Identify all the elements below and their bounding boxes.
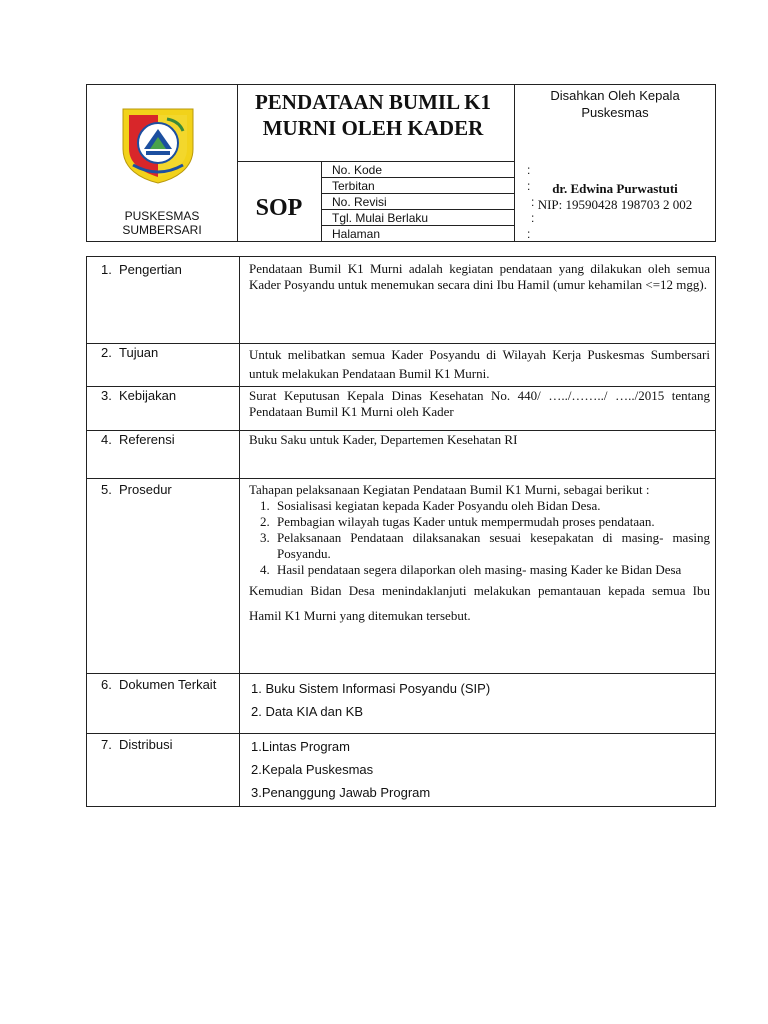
header-table [86, 84, 716, 242]
signer-name: dr. Edwina Purwastuti [552, 181, 678, 196]
prosedur-intro: Tahapan pelaksanaan Kegiatan Pendataan Bumil K1 Murni, sebagai berikut : [249, 482, 650, 497]
document-title: PENDATAAN BUMIL K1 MURNI OLEH KADER [254, 90, 492, 140]
section-label-pengertian: 1. Pengertian [101, 262, 182, 277]
dokumen-item: 2. Data KIA dan KB [251, 704, 364, 719]
section-text-prosedur [249, 482, 710, 628]
prosedur-step: 1. Sosialisasi kegiatan kepada Kader Posyandu oleh Bidan Desa. [273, 498, 710, 514]
organization-name: PUSKESMAS SUMBERSARI [122, 209, 202, 237]
prosedur-step: 2. Pembagian wilayah tugas Kader untuk mempermudah proses pendataan. [273, 514, 710, 530]
section-text-dokumen-terkait [251, 677, 712, 723]
meta-row-kode: No. Kode : [332, 163, 531, 177]
meta-row-halaman: Halaman : [332, 227, 531, 241]
regency-emblem-logo [117, 105, 199, 185]
distribusi-item: 2.Kepala Puskesmas [251, 762, 374, 777]
section-label-dokumen-terkait: 6. Dokumen Terkait [101, 677, 217, 692]
signer-nip: NIP: 19590428 198703 2 002 [537, 197, 693, 212]
section-label-tujuan: 2. Tujuan [101, 345, 159, 360]
section-text-referensi: Buku Saku untuk Kader, Departemen Kesehatan RI [249, 432, 518, 447]
prosedur-closing: Kemudian Bidan Desa menindaklanjuti melakukan pemantauan kepada semua Ibu Hamil K1 Murni yang ditemukan tersebut. [249, 583, 710, 623]
meta-row-tgl-berlaku: Tgl. Mulai Berlaku : [332, 211, 535, 225]
prosedur-step: 3. Pelaksanaan Pendataan dilaksanakan sesuai kesepakatan di masing- masing Posyandu. [273, 530, 710, 562]
dokumen-item: 1. Buku Sistem Informasi Posyandu (SIP) [251, 681, 491, 696]
distribusi-item: 3.Penanggung Jawab Program [251, 785, 431, 800]
section-text-pengertian: Pendataan Bumil K1 Murni adalah kegiatan pendataan yang dilakukan oleh semua Kader Posyandu untuk menemukan secara dini Ibu Hamil (umur kehamilan <=12 mgg). [249, 261, 710, 292]
section-label-prosedur: 5. Prosedur [101, 482, 172, 497]
approval-text: Disahkan Oleh Kepala Puskesmas [550, 88, 680, 120]
section-label-distribusi: 7. Distribusi [101, 737, 173, 752]
meta-row-revisi: No. Revisi : [332, 195, 535, 209]
prosedur-steps [249, 498, 710, 578]
section-text-kebijakan: Surat Keputusan Kepala Dinas Kesehatan No. 440/ …../……../ …../2015 tentang Pendataan Bumil K1 Murni oleh Kader [249, 388, 710, 419]
section-label-referensi: 4. Referensi [101, 432, 175, 447]
content-table [86, 256, 716, 807]
section-text-distribusi [251, 735, 712, 804]
prosedur-step: 4. Hasil pendataan segera dilaporkan oleh masing- masing Kader ke Bidan Desa [273, 562, 710, 578]
distribusi-item: 1.Lintas Program [251, 739, 350, 754]
section-label-kebijakan: 3. Kebijakan [101, 388, 177, 403]
sop-label: SOP [255, 195, 303, 221]
section-text-tujuan: Untuk melibatkan semua Kader Posyandu di Wilayah Kerja Puskesmas Sumbersari untuk melakukan Pendataan Bumil K1 Murni. [249, 347, 710, 381]
meta-row-terbitan: Terbitan : [332, 179, 531, 193]
